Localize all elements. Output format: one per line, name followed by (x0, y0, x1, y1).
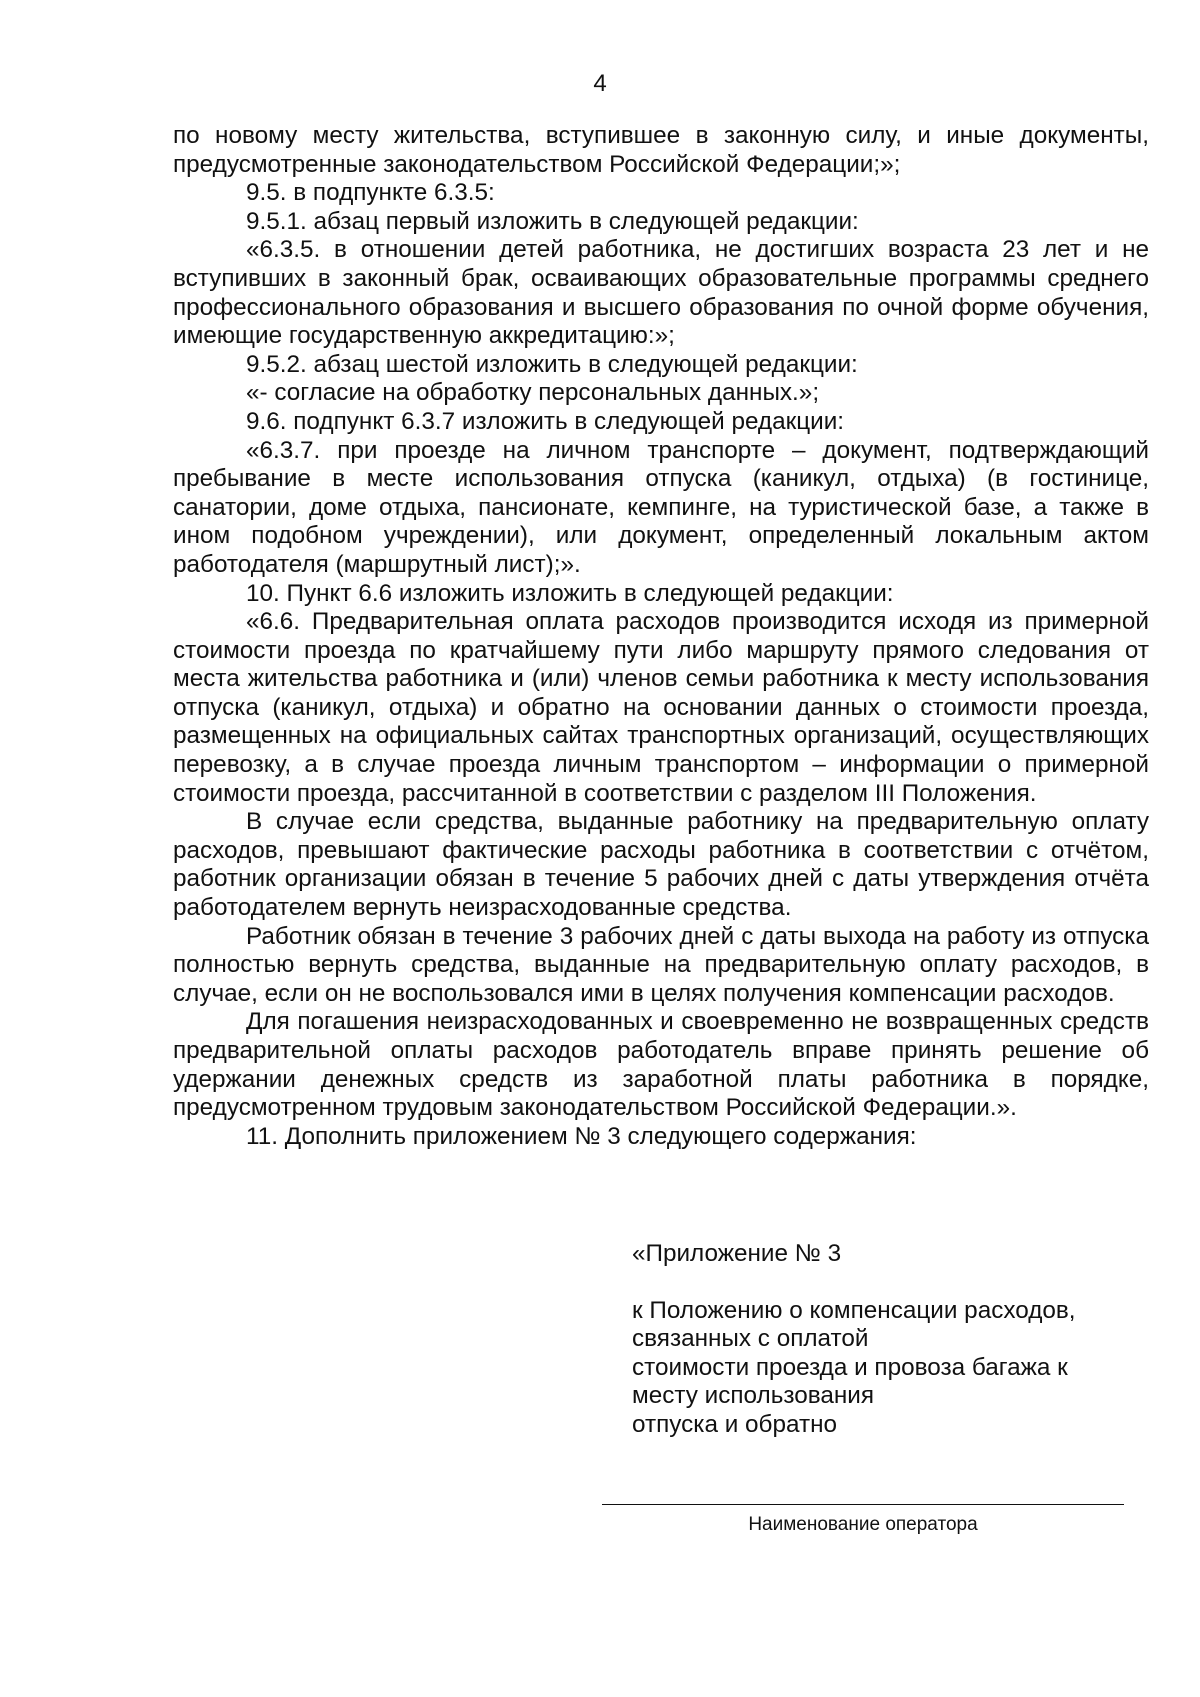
paragraph: 9.5. в подпункте 6.3.5: (246, 179, 495, 207)
operator-underline (602, 1504, 1124, 1505)
paragraph: «- согласие на обработку персональных данных.»; (246, 379, 820, 407)
paragraph: 10. Пункт 6.6 изложить изложить в следующей редакции: (246, 579, 894, 607)
paragraph: 11. Дополнить приложением № 3 следующего содержания: (246, 1122, 917, 1150)
paragraph: Работник обязан в течение 3 рабочих дней с даты выхода на работу из отпуска полностью вернуть средства, выданные на предварительную оплату расходов, в случае, если он не воспользовался ими в целях получения компенсации расходов. (173, 922, 1149, 1007)
appendix-line: отпуска и обратно (632, 1410, 838, 1438)
appendix-line: стоимости проезда и провоза багажа к (632, 1353, 1068, 1381)
paragraph: Для погашения неизрасходованных и своевременно не возвращенных средств предварительной оплаты расходов работодатель вправе принять решение об удержании денежных средств из заработной платы работника в порядке, предусмотренном трудовым законодательством Российской Федерации.». (173, 1008, 1149, 1122)
paragraph: 9.5.2. абзац шестой изложить в следующей редакции: (246, 350, 858, 378)
paragraph: 9.6. подпункт 6.3.7 изложить в следующей редакции: (246, 407, 845, 435)
appendix-header (632, 1240, 1152, 1440)
paragraph: «6.6. Предварительная оплата расходов производится исходя из примерной стоимости проезда по кратчайшему пути либо маршруту прямого следования от места жительства работника и (или) членов семьи работника к месту использования отпуска (каникул, отдыха) и обратно на основании данных о стоимости проезда, размещенных на официальных сайтах транспортных организаций, осуществляющих перевозку, а в случае проезда личным транспортом – информации о примерной стоимости проезда, рассчитанной в соответствии с разделом III Положения. (173, 608, 1149, 807)
appendix-title: «Приложение № 3 (632, 1240, 842, 1267)
paragraph: 9.5.1. абзац первый изложить в следующей редакции: (246, 207, 859, 235)
appendix-line: месту использования (632, 1382, 875, 1410)
appendix-line: связанных с оплатой (632, 1325, 869, 1353)
document-body (173, 122, 1149, 1151)
page-number: 4 (593, 70, 607, 97)
operator-label: Наименование оператора (748, 1514, 978, 1535)
paragraph: В случае если средства, выданные работнику на предварительную оплату расходов, превышают фактические расходы работника в соответствии с отчётом, работник организации обязан в течение 5 рабочих дней с даты утверждения отчёта работодателем вернуть неизрасходованные средства. (173, 808, 1149, 922)
paragraph: «6.3.5. в отношении детей работника, не достигших возраста 23 лет и не вступивших в законный брак, осваивающих образовательные программы среднего профессионального образования и высшего образования по очной форме обучения, имеющие государственную аккредитацию:»; (173, 236, 1149, 350)
paragraph: по новому месту жительства, вступившее в законную силу, и иные документы, предусмотренные законодательством Российской Федерации;»; (173, 122, 1149, 178)
appendix-spacer (632, 1269, 1152, 1297)
paragraph: «6.3.7. при проезде на личном транспорте – документ, подтверждающий пребывание в месте использования отпуска (каникул, отдыха) (в гостинице, санатории, доме отдыха, пансионате, кемпинге, на туристической базе, а также в ином подобном учреждении), или документ, определенный локальным актом работодателя (маршрутный лист);». (173, 436, 1149, 578)
appendix-line: к Положению о компенсации расходов, (632, 1296, 1076, 1324)
